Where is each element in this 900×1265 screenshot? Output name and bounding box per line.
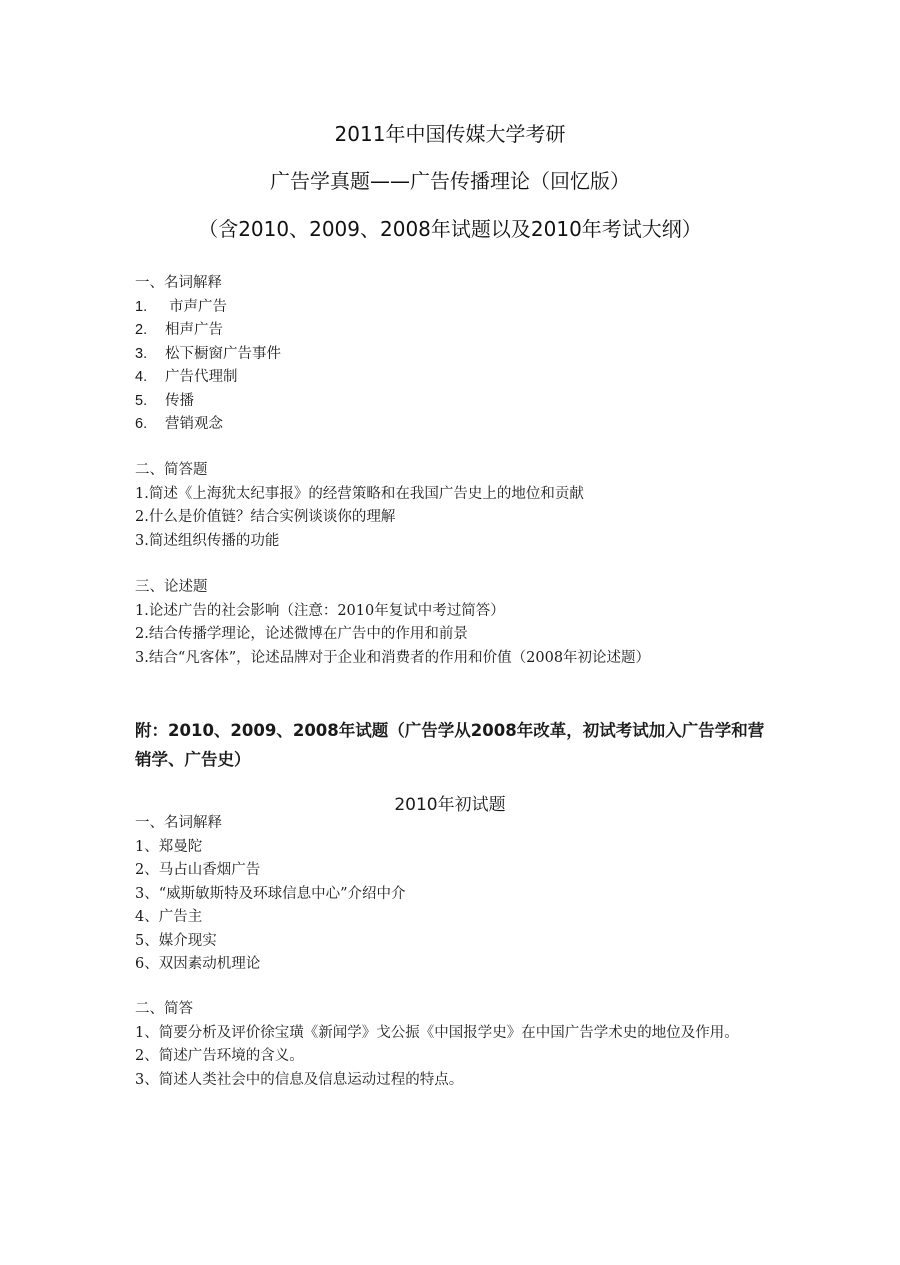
section-heading: 一、名词解释 [135, 815, 222, 831]
list-item: 2、马占山香烟广告 [135, 862, 261, 878]
section-essay [135, 576, 775, 670]
section-heading: 三、论述题 [135, 579, 208, 595]
list-item [135, 413, 775, 437]
list-item: 4、广告主 [135, 909, 203, 925]
item-text: 市声广告 [169, 298, 227, 315]
item-text: 传播 [165, 392, 194, 409]
list-item: 3.简述组织传播的功能 [135, 532, 280, 549]
item-number: 1. [135, 298, 148, 315]
section-term-explanations [135, 272, 775, 437]
list-item [135, 296, 775, 320]
appendix-note: 附：2010、2009、2008年试题（广告学从2008年改革，初试考试加入广告学和营销学、广告史） [135, 721, 765, 769]
list-item [135, 319, 775, 343]
item-text: 营销观念 [165, 416, 223, 432]
doc-subtitle: 广告学真题——广告传播理论（回忆版） [270, 169, 630, 193]
section-2010-short-answer [135, 998, 775, 1092]
list-item: 3、“威斯敏斯特及环球信息中心”介绍中介 [135, 885, 406, 902]
section-heading: 二、简答题 [135, 462, 208, 478]
section-heading: 二、简答 [135, 1001, 193, 1017]
list-item: 3、简述人类社会中的信息及信息运动过程的特点。 [135, 1071, 464, 1088]
section-2010-term-explanations [135, 812, 775, 977]
doc-scope-note: （含2010、2009、2008年试题以及2010年考试大纲） [198, 217, 702, 241]
item-text: 相声广告 [165, 322, 223, 338]
list-item: 1.论述广告的社会影响（注意：2010年复试中考过简答） [135, 602, 505, 619]
list-item [135, 366, 775, 390]
item-text: 广告代理制 [165, 369, 238, 385]
item-text: 松下橱窗广告事件 [165, 345, 281, 362]
list-item [135, 343, 775, 367]
section-heading: 一、名词解释 [135, 275, 222, 291]
list-item: 2.什么是价值链？结合实例谈谈你的理解 [135, 509, 396, 525]
list-item: 1、简要分析及评价徐宝璜《新闻学》戈公振《中国报学史》在中国广告学术史的地位及作用。 [135, 1024, 739, 1041]
list-item: 2.结合传播学理论，论述微博在广告中的作用和前景 [135, 626, 468, 642]
list-item: 1.简述《上海犹太纪事报》的经营策略和在我国广告史上的地位和贡献 [135, 485, 584, 502]
list-item: 2、简述广告环境的含义。 [135, 1048, 304, 1064]
list-item: 3.结合“凡客体”，论述品牌对于企业和消费者的作用和价值（2008年初论述题） [135, 649, 651, 666]
item-number: 5. [135, 392, 148, 409]
list-item: 1、郑曼陀 [135, 838, 203, 855]
section-short-answer [135, 459, 775, 553]
list-item: 6、双因素动机理论 [135, 956, 261, 972]
exam-2010-title: 2010年初试题 [394, 795, 506, 815]
doc-title: 2011年中国传媒大学考研 [334, 122, 566, 146]
item-number: 2. [135, 322, 148, 338]
list-item: 5、媒介现实 [135, 932, 217, 949]
item-number: 4. [135, 369, 148, 385]
list-item [135, 390, 775, 414]
item-number: 6. [135, 416, 148, 432]
item-number: 3. [135, 345, 148, 362]
